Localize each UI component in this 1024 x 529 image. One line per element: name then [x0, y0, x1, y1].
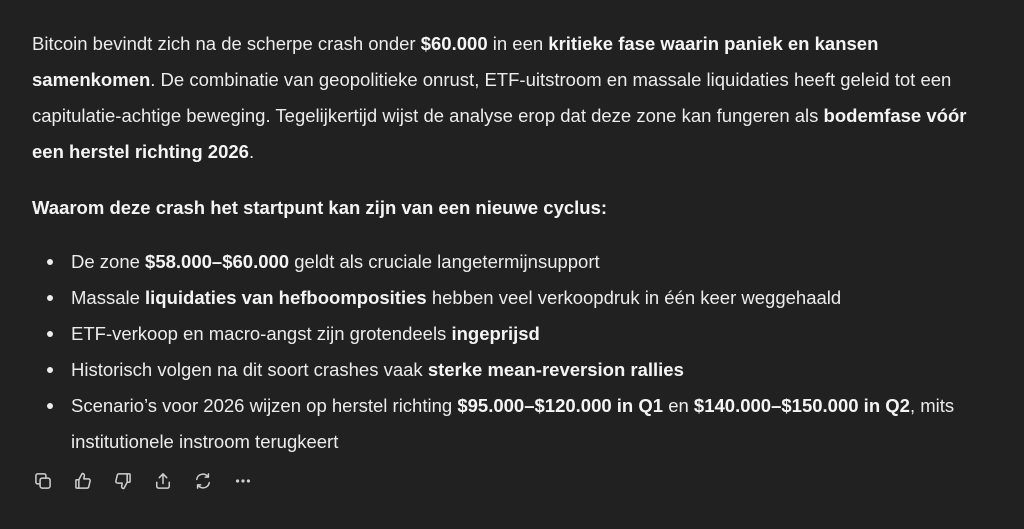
text-run: Historisch volgen na dit soort crashes vaak	[71, 359, 428, 380]
copy-button[interactable]	[32, 470, 54, 492]
bold-text: ingeprijsd	[451, 323, 540, 344]
share-icon	[153, 471, 173, 491]
bullet-list	[32, 244, 992, 460]
thumbs-up-icon	[73, 471, 93, 491]
copy-icon	[33, 471, 53, 491]
regenerate-icon	[193, 471, 213, 491]
bold-text: $95.000–$120.000 in Q1	[457, 395, 664, 416]
text-run: Massale	[71, 287, 146, 308]
thumbs-up-button[interactable]	[72, 470, 94, 492]
bold-text: kritieke fase waarin paniek en kansen samenkomen	[32, 33, 879, 90]
text-run: . De combinatie van geopolitieke onrust, ETF-uitstroom en massale liquidaties heeft geleid tot een capitulatie-achtige beweging. Tegelijkertijd wijst de analyse erop dat deze zone kan fungeren als	[32, 69, 952, 126]
more-options-button[interactable]	[232, 470, 254, 492]
list-item	[32, 280, 992, 316]
text-run: en	[663, 395, 694, 416]
list-item	[32, 316, 992, 352]
text-run: De zone	[71, 251, 146, 272]
bold-text: $60.000	[420, 33, 488, 54]
section-heading-text: Waarom deze crash het startpunt kan zijn van een nieuwe cyclus:	[32, 197, 608, 218]
section-heading	[32, 190, 992, 226]
bold-text: sterke mean-reversion rallies	[427, 359, 684, 380]
thumbs-down-icon	[113, 471, 133, 491]
bold-text: bodemfase vóór een herstel richting 2026	[32, 105, 967, 162]
more-icon	[233, 471, 253, 491]
bold-text: liquidaties van hefboomposities	[145, 287, 427, 308]
regenerate-button[interactable]	[192, 470, 214, 492]
bold-text: $58.000–$60.000	[145, 251, 290, 272]
list-item	[32, 388, 992, 460]
assistant-message	[32, 26, 992, 460]
share-button[interactable]	[152, 470, 174, 492]
bold-text: $140.000–$150.000 in Q2	[693, 395, 910, 416]
message-actions	[32, 468, 272, 494]
text-run: hebben veel verkoopdruk in één keer weggehaald	[426, 287, 842, 308]
text-run: .	[248, 141, 255, 162]
text-run: geldt als cruciale langetermijnsupport	[289, 251, 600, 272]
text-run: in een	[487, 33, 549, 54]
text-run: ETF-verkoop en macro-angst zijn grotendeels	[71, 323, 452, 344]
intro-paragraph	[32, 26, 992, 170]
text-run: Bitcoin bevindt zich na de scherpe crash onder	[32, 33, 421, 54]
list-item	[32, 244, 992, 280]
text-run: , mits institutionele instroom terugkeert	[71, 395, 955, 452]
list-item	[32, 352, 992, 388]
text-run: Scenario’s voor 2026 wijzen op herstel richting	[71, 395, 458, 416]
thumbs-down-button[interactable]	[112, 470, 134, 492]
